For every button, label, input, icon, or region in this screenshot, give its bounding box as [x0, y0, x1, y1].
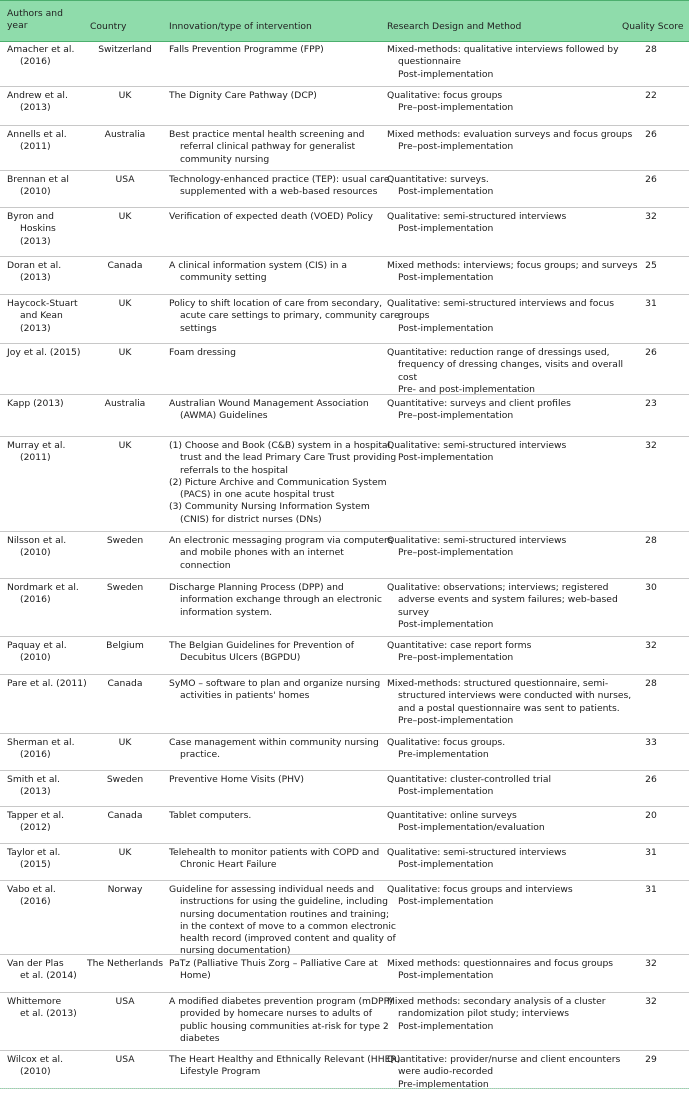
cell-line: Post-implementation — [398, 223, 494, 235]
cell-line: and a postal questionnaire was sent to patients. — [398, 702, 620, 714]
table-row — [0, 207, 689, 257]
cell-line: Tapper et al. — [7, 810, 65, 821]
cell-innovation — [169, 535, 393, 572]
cell-line: Quantitative: cluster-controlled trial — [387, 774, 552, 785]
cell-line: Qualitative: semi-structured interviews — [387, 440, 567, 451]
cell-line: connection — [180, 559, 231, 571]
cell-line: Quantitative: provider/nurse and client encounters — [387, 1054, 621, 1065]
cell-line: public housing communities at-risk for type 2 — [180, 1020, 389, 1032]
cell-author-year — [7, 958, 83, 983]
cell-country: USA — [115, 174, 135, 185]
cell-line: (2013) — [20, 272, 51, 284]
cell-line: Pre–post-implementation — [398, 714, 514, 726]
cell-innovation — [169, 678, 381, 703]
cell-line: Mixed methods: evaluation surveys and focus groups — [387, 129, 633, 140]
cell-line: practice. — [180, 749, 221, 761]
cell-line: Pre-implementation — [398, 1078, 489, 1090]
cell-country: UK — [118, 440, 132, 451]
cell-country: Canada — [107, 260, 143, 271]
cell-line: Mixed methods: questionnaires and focus groups — [387, 958, 614, 969]
cell-line: Technology-enhanced practice (TEP): usual care — [169, 174, 390, 185]
cell-line: community nursing — [180, 153, 270, 165]
cell-line: Andrew et al. — [7, 90, 68, 101]
cell-design-method — [387, 737, 619, 762]
cell-design-method — [387, 44, 619, 81]
cell-country: UK — [118, 90, 132, 101]
cell-line: Quantitative: surveys and client profiles — [387, 398, 571, 409]
cell-line: Home) — [180, 970, 211, 982]
header-quality-score: Quality Score — [622, 21, 684, 32]
cell-line: Doran et al. — [7, 260, 62, 271]
table-row — [0, 578, 689, 637]
cell-country: Canada — [107, 678, 143, 689]
cell-line: (CNIS) for district nurses (DNs) — [180, 513, 322, 525]
cell-line: referral clinical pathway for generalist — [180, 141, 356, 153]
cell-author-year — [7, 996, 83, 1021]
cell-line: (2013) — [20, 102, 51, 114]
cell-line: information system. — [180, 606, 273, 618]
cell-line: (2010) — [20, 547, 51, 559]
cell-author-year — [7, 535, 83, 560]
cell-line: and mobile phones with an internet — [180, 547, 344, 559]
cell-line: Post-implementation — [398, 322, 494, 334]
cell-line: Taylor et al. — [7, 847, 61, 858]
header-authors-line1: Authors and — [7, 8, 63, 19]
header-innovation: Innovation/type of intervention — [169, 21, 312, 32]
cell-line: Pre–post-implementation — [398, 547, 514, 559]
cell-quality-score: 28 — [645, 678, 657, 689]
cell-author-year — [7, 260, 83, 285]
cell-line: (2013) — [20, 786, 51, 798]
cell-line: Post-implementation — [398, 68, 494, 80]
cell-innovation — [169, 129, 381, 166]
cell-line: (2010) — [20, 186, 51, 198]
cell-design-method — [387, 582, 619, 631]
cell-line: (2010) — [20, 652, 51, 664]
cell-line: acute care settings to primary, community care — [180, 310, 400, 322]
cell-quality-score: 32 — [645, 211, 657, 222]
cell-author-year — [7, 640, 83, 665]
cell-line: An electronic messaging program via computers — [169, 535, 393, 546]
cell-line: Post-implementation — [398, 452, 494, 464]
cell-line: diabetes — [180, 1032, 220, 1044]
cell-quality-score: 26 — [645, 774, 657, 785]
cell-design-method — [387, 810, 619, 835]
cell-line: Mixed-methods: structured questionnaire, semi- — [387, 678, 609, 689]
table-row — [0, 394, 689, 437]
cell-quality-score: 31 — [645, 298, 657, 309]
cell-country: UK — [118, 737, 132, 748]
cell-line: Post-implementation — [398, 970, 494, 982]
cell-line: instructions for using the guideline, including — [180, 896, 388, 908]
cell-line: Byron and — [7, 211, 54, 222]
cell-author-year — [7, 810, 83, 835]
cell-innovation — [169, 90, 381, 102]
cell-design-method — [387, 884, 619, 909]
cell-line: The Heart Healthy and Ethnically Relevant (HHER) — [169, 1054, 401, 1065]
cell-line: nursing documentation routines and training; — [180, 908, 390, 920]
cell-line: supplemented with a web-based resources — [180, 186, 378, 198]
cell-line: activities in patients' homes — [180, 690, 310, 702]
cell-innovation — [169, 582, 381, 619]
cell-innovation — [169, 884, 396, 958]
cell-line: Kapp (2013) — [7, 398, 64, 409]
cell-quality-score: 32 — [645, 640, 657, 651]
cell-author-year — [7, 582, 83, 607]
cell-line: Tablet computers. — [169, 810, 252, 821]
cell-design-method — [387, 129, 633, 154]
header-country: Country — [90, 21, 127, 32]
cell-author-year — [7, 44, 83, 69]
cell-line: Pre–post-implementation — [398, 141, 514, 153]
cell-author-year — [7, 90, 83, 115]
cell-design-method — [387, 90, 619, 115]
cell-design-method — [387, 211, 619, 236]
cell-line: and Kean — [20, 310, 63, 322]
cell-line: The Belgian Guidelines for Prevention of — [169, 640, 354, 651]
table-row — [0, 343, 689, 395]
cell-line: Lifestyle Program — [180, 1066, 261, 1078]
table-row — [0, 992, 689, 1051]
cell-line: Post-implementation — [398, 618, 494, 630]
cell-quality-score: 32 — [645, 958, 657, 969]
cell-line: Chronic Heart Failure — [180, 859, 277, 871]
cell-line: adverse events and system failures; web-based — [398, 594, 618, 606]
cell-design-method — [387, 678, 632, 727]
cell-line: Qualitative: focus groups. — [387, 737, 506, 748]
cell-line: Nordmark et al. — [7, 582, 79, 593]
cell-line: Quantitative: reduction range of dressings used, — [387, 347, 610, 358]
table-row — [0, 770, 689, 807]
cell-author-year — [7, 1054, 83, 1079]
cell-line: settings — [180, 322, 217, 334]
table-row — [0, 880, 689, 955]
cell-author-year — [7, 847, 83, 872]
cell-design-method — [387, 958, 619, 983]
cell-country: The Netherlands — [86, 958, 163, 969]
cell-line: SyMO – software to plan and organize nursing — [169, 678, 381, 689]
cell-line: nursing documentation) — [180, 945, 291, 957]
cell-line: Sherman et al. — [7, 737, 75, 748]
cell-line: Nilsson et al. — [7, 535, 67, 546]
cell-line: Joy et al. (2015) — [7, 347, 81, 358]
cell-line: Pre–post-implementation — [398, 652, 514, 664]
cell-design-method — [387, 440, 619, 465]
table-row — [0, 733, 689, 771]
cell-quality-score: 26 — [645, 174, 657, 185]
table-row — [0, 674, 689, 734]
table-row — [0, 843, 689, 881]
cell-line: Verification of expected death (VOED) Policy — [169, 211, 373, 222]
cell-line: (2016) — [20, 594, 51, 606]
cell-design-method — [387, 174, 619, 199]
cell-line: (2012) — [20, 822, 51, 834]
cell-line: Quantitative: case report forms — [387, 640, 532, 651]
cell-line: Preventive Home Visits (PHV) — [169, 774, 304, 785]
cell-country: Australia — [104, 129, 146, 140]
cell-line: Post-implementation — [398, 272, 494, 284]
cell-line: (2016) — [20, 56, 51, 68]
table-row — [0, 436, 689, 532]
cell-line: Telehealth to monitor patients with COPD and — [169, 847, 380, 858]
cell-design-method — [387, 847, 619, 872]
cell-line: A modified diabetes prevention program (mDPP) — [169, 996, 393, 1007]
cell-line: Post-implementation/evaluation — [398, 822, 545, 834]
cell-design-method — [387, 398, 619, 423]
cell-quality-score: 26 — [645, 347, 657, 358]
cell-line: (2013) — [20, 235, 51, 247]
cell-line: Quantitative: online surveys — [387, 810, 517, 821]
cell-line: Case management within community nursing — [169, 737, 379, 748]
cell-quality-score: 29 — [645, 1054, 657, 1065]
cell-line: Whittemore — [7, 996, 62, 1007]
cell-country: Belgium — [106, 640, 144, 651]
cell-quality-score: 33 — [645, 737, 657, 748]
cell-line: Guideline for assessing individual needs and — [169, 884, 375, 895]
cell-line: Paquay et al. — [7, 640, 67, 651]
cell-line: Annells et al. — [7, 129, 67, 140]
cell-line: et al. (2013) — [20, 1008, 77, 1020]
cell-design-method — [387, 535, 619, 560]
cell-country: USA — [115, 996, 135, 1007]
cell-innovation — [169, 847, 381, 872]
cell-line: (2011) — [20, 452, 51, 464]
cell-line: questionnaire — [398, 56, 461, 68]
cell-line: Pre–post-implementation — [398, 410, 514, 422]
cell-author-year — [7, 678, 87, 690]
cell-line: Qualitative: semi-structured interviews and focus — [387, 298, 614, 309]
cell-line: The Dignity Care Pathway (DCP) — [169, 90, 317, 101]
cell-innovation — [169, 260, 381, 285]
cell-line: in the context of move to a common electronic — [180, 920, 396, 932]
cell-author-year — [7, 298, 83, 335]
cell-line: (2010) — [20, 1066, 51, 1078]
table-row — [0, 40, 689, 87]
cell-country: Australia — [104, 398, 146, 409]
cell-innovation — [169, 810, 381, 822]
cell-innovation — [169, 347, 381, 359]
cell-line: cost — [398, 371, 418, 383]
table-row — [0, 256, 689, 295]
cell-line: Post-implementation — [398, 1020, 494, 1032]
cell-author-year — [7, 737, 83, 762]
cell-author-year — [7, 440, 83, 465]
cell-line: Qualitative: observations; interviews; registered — [387, 582, 609, 593]
cell-line: Haycock-Stuart — [7, 298, 78, 309]
cell-design-method — [387, 347, 624, 396]
cell-country: Canada — [107, 810, 143, 821]
cell-line: Decubitus Ulcers (BGPDU) — [180, 652, 301, 664]
cell-author-year — [7, 774, 83, 799]
cell-line: (2015) — [20, 859, 51, 871]
cell-quality-score: 22 — [645, 90, 657, 101]
cell-quality-score: 23 — [645, 398, 657, 409]
cell-line: Smith et al. — [7, 774, 60, 785]
cell-line: Wilcox et al. — [7, 1054, 64, 1065]
cell-line: et al. (2014) — [20, 970, 77, 982]
cell-line: Qualitative: semi-structured interviews — [387, 211, 567, 222]
cell-design-method — [387, 298, 619, 335]
cell-line: Mixed methods: interviews; focus groups; and surveys — [387, 260, 638, 271]
cell-line: randomization pilot study; interviews — [398, 1008, 570, 1020]
cell-innovation — [169, 211, 381, 223]
cell-quality-score: 26 — [645, 129, 657, 140]
cell-author-year — [7, 129, 83, 154]
cell-innovation — [169, 398, 381, 423]
cell-line: Foam dressing — [169, 347, 236, 358]
cell-line: Qualitative: semi-structured interviews — [387, 847, 567, 858]
cell-line: (2) Picture Archive and Communication System — [169, 476, 387, 488]
cell-line: Brennan et al — [7, 174, 69, 185]
cell-line: Amacher et al. — [7, 44, 75, 55]
cell-quality-score: 31 — [645, 884, 657, 895]
table-row — [0, 806, 689, 844]
cell-innovation — [169, 640, 381, 665]
cell-author-year — [7, 211, 83, 248]
cell-line: Pre- and post-implementation — [398, 383, 536, 395]
header-design: Research Design and Method — [387, 21, 522, 32]
header-authors-line2: year — [7, 20, 28, 31]
table-row — [0, 954, 689, 993]
cell-line: Qualitative: focus groups — [387, 90, 503, 101]
cell-author-year — [7, 347, 83, 359]
cell-line: Post-implementation — [398, 186, 494, 198]
cell-line: (2011) — [20, 141, 51, 153]
table-row — [0, 86, 689, 126]
cell-innovation — [169, 996, 393, 1045]
cell-line: Mixed methods: secondary analysis of a cluster — [387, 996, 606, 1007]
cell-country: UK — [118, 347, 132, 358]
cell-design-method — [387, 774, 619, 799]
cell-line: Post-implementation — [398, 859, 494, 871]
table-row — [0, 636, 689, 675]
cell-line: (2016) — [20, 749, 51, 761]
table-row — [0, 1050, 689, 1089]
cell-innovation — [169, 44, 381, 56]
cell-country: UK — [118, 847, 132, 858]
cell-quality-score: 28 — [645, 44, 657, 55]
cell-innovation — [169, 774, 381, 786]
cell-quality-score: 32 — [645, 996, 657, 1007]
cell-design-method — [387, 996, 619, 1033]
cell-line: (3) Community Nursing Information System — [169, 501, 370, 513]
table-row — [0, 170, 689, 208]
cell-line: PaTz (Palliative Thuis Zorg – Palliative Care at — [169, 958, 378, 969]
cell-country: USA — [115, 1054, 135, 1065]
cell-line: provided by homecare nurses to adults of — [180, 1008, 373, 1020]
cell-line: (AWMA) Guidelines — [180, 410, 268, 422]
cell-line: Mixed-methods: qualitative interviews followed by — [387, 44, 619, 55]
cell-line: (PACS) in one acute hospital trust — [180, 489, 335, 501]
cell-line: Qualitative: focus groups and interviews — [387, 884, 573, 895]
cell-country: Sweden — [106, 774, 144, 785]
cell-quality-score: 20 — [645, 810, 657, 821]
cell-line: referrals to the hospital — [180, 464, 288, 476]
cell-line: Quantitative: surveys. — [387, 174, 489, 185]
cell-line: Murray et al. — [7, 440, 66, 451]
cell-author-year — [7, 884, 83, 909]
cell-design-method — [387, 260, 638, 285]
header-authors — [7, 8, 63, 32]
cell-line: were audio-recorded — [398, 1066, 494, 1078]
cell-innovation — [169, 737, 381, 762]
cell-innovation — [169, 958, 381, 983]
table-row — [0, 294, 689, 344]
cell-line: health record (improved content and quality of — [180, 933, 396, 945]
cell-line: Pare et al. (2011) — [7, 678, 87, 689]
cell-line: Qualitative: semi-structured interviews — [387, 535, 567, 546]
table-row — [0, 531, 689, 579]
table-bottom-rule — [0, 1088, 689, 1089]
cell-line: structured interviews were conducted with nurses, — [398, 690, 632, 702]
cell-line: A clinical information system (CIS) in a — [169, 260, 347, 271]
cell-quality-score: 25 — [645, 260, 657, 271]
cell-line: Pre–post-implementation — [398, 102, 514, 114]
cell-innovation — [169, 174, 390, 199]
cell-line: Pre-implementation — [398, 749, 489, 761]
cell-country: UK — [118, 211, 132, 222]
cell-country: UK — [118, 298, 132, 309]
cell-quality-score: 28 — [645, 535, 657, 546]
table-header — [0, 0, 689, 42]
cell-author-year — [7, 174, 83, 199]
cell-line: Falls Prevention Programme (FPP) — [169, 44, 324, 55]
cell-country: Sweden — [106, 582, 144, 593]
cell-design-method — [387, 640, 619, 665]
cell-line: Van der Plas — [7, 958, 64, 969]
cell-line: survey — [398, 606, 429, 618]
cell-line: Australian Wound Management Association — [169, 398, 369, 409]
cell-line: (2016) — [20, 896, 51, 908]
cell-author-year — [7, 398, 83, 410]
cell-line: community setting — [180, 272, 267, 284]
cell-country: Norway — [107, 884, 143, 895]
cell-line: Hoskins — [20, 223, 56, 235]
cell-line: Post-implementation — [398, 786, 494, 798]
cell-line: Best practice mental health screening and — [169, 129, 365, 140]
cell-quality-score: 30 — [645, 582, 657, 593]
cell-design-method — [387, 1054, 619, 1091]
table-row — [0, 125, 689, 171]
cell-line: frequency of dressing changes, visits and overall — [398, 359, 624, 371]
cell-line: (1) Choose and Book (C&B) system in a hospital — [169, 440, 391, 451]
cell-line: Post-implementation — [398, 896, 494, 908]
cell-innovation — [169, 1054, 401, 1079]
cell-line: Policy to shift location of care from secondary, — [169, 298, 383, 309]
cell-country: Switzerland — [98, 44, 152, 55]
cell-country: Sweden — [106, 535, 144, 546]
cell-line: Vabo et al. — [7, 884, 56, 895]
cell-line: groups — [398, 310, 430, 322]
cell-innovation — [169, 440, 397, 526]
cell-line: trust and the lead Primary Care Trust providing — [180, 452, 397, 464]
cell-quality-score: 32 — [645, 440, 657, 451]
cell-line: (2013) — [20, 322, 51, 334]
cell-line: Discharge Planning Process (DPP) and — [169, 582, 344, 593]
cell-innovation — [169, 298, 400, 335]
cell-quality-score: 31 — [645, 847, 657, 858]
cell-line: information exchange through an electronic — [180, 594, 382, 606]
